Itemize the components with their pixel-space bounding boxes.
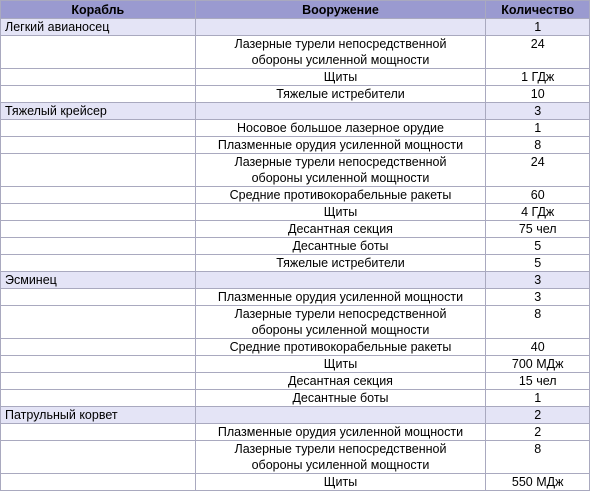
ship-name: Эсминец (1, 272, 196, 289)
weapon-row-ship-empty (1, 289, 196, 306)
weapon-row-ship-empty (1, 373, 196, 390)
weapon-name-line: обороны усиленной мощности (251, 323, 430, 337)
ship-name: Легкий авианосец (1, 19, 196, 36)
weapon-row (1, 356, 590, 373)
weapon-row (1, 137, 590, 154)
weapon-qty: 24 (486, 36, 590, 69)
weapon-name (195, 69, 486, 86)
weapon-name-line: Средние противокорабельные ракеты (229, 188, 452, 202)
weapon-name (195, 137, 486, 154)
weapon-qty: 550 МДж (486, 474, 590, 491)
weapon-name (195, 187, 486, 204)
weapon-row (1, 424, 590, 441)
weapon-name-line: Тяжелые истребители (276, 87, 405, 101)
weapon-row (1, 238, 590, 255)
weapon-name (195, 86, 486, 103)
weapon-row-ship-empty (1, 306, 196, 339)
ship-row (1, 407, 590, 424)
weapon-row (1, 373, 590, 390)
weapon-row-ship-empty (1, 356, 196, 373)
weapon-row-ship-empty (1, 255, 196, 272)
weapon-name-line: Щиты (323, 70, 358, 84)
weapon-qty: 700 МДж (486, 356, 590, 373)
weapon-row (1, 255, 590, 272)
weapon-qty: 75 чел (486, 221, 590, 238)
weapon-name-line: Лазерные турели непосредственной (234, 37, 447, 51)
weapon-name (195, 255, 486, 272)
weapon-row-ship-empty (1, 36, 196, 69)
ship-weapons-empty (195, 103, 486, 120)
weapon-qty: 2 (486, 424, 590, 441)
ship-weapons-empty (195, 272, 486, 289)
weapon-row (1, 306, 590, 339)
header-ship: Корабль (1, 1, 196, 19)
weapon-name (195, 36, 486, 69)
weapon-qty: 40 (486, 339, 590, 356)
weapon-row-ship-empty (1, 390, 196, 407)
weapon-name (195, 339, 486, 356)
ship-weapons-empty (195, 407, 486, 424)
weapon-name-line: Плазменные орудия усиленной мощности (217, 138, 464, 152)
weapon-name-line: обороны усиленной мощности (251, 458, 430, 472)
weapon-name (195, 373, 486, 390)
weapon-name (195, 474, 486, 491)
ship-row (1, 19, 590, 36)
weapon-name (195, 120, 486, 137)
weapon-row (1, 187, 590, 204)
weapon-row-ship-empty (1, 221, 196, 238)
weapon-name (195, 441, 486, 474)
weapon-qty: 8 (486, 306, 590, 339)
weapon-row (1, 339, 590, 356)
weapon-name-line: обороны усиленной мощности (251, 171, 430, 185)
weapon-name (195, 238, 486, 255)
weapon-row-ship-empty (1, 474, 196, 491)
weapon-qty: 3 (486, 289, 590, 306)
ships-table-body (1, 19, 590, 491)
header-quantity: Количество (486, 1, 590, 19)
ship-name: Патрульный корвет (1, 407, 196, 424)
weapon-name-line: Лазерные турели непосредственной (234, 442, 447, 456)
ship-weapons-empty (195, 19, 486, 36)
weapon-row (1, 441, 590, 474)
weapon-qty: 60 (486, 187, 590, 204)
weapon-row (1, 86, 590, 103)
weapon-row-ship-empty (1, 424, 196, 441)
weapon-qty: 8 (486, 441, 590, 474)
weapon-row (1, 69, 590, 86)
weapon-qty: 24 (486, 154, 590, 187)
weapon-name (195, 306, 486, 339)
weapon-qty: 1 (486, 120, 590, 137)
weapon-row-ship-empty (1, 238, 196, 255)
weapon-row (1, 154, 590, 187)
weapon-name-line: Лазерные турели непосредственной (234, 155, 447, 169)
weapon-row (1, 36, 590, 69)
header-weapons: Вооружение (195, 1, 486, 19)
weapon-name-line: Десантные боты (292, 391, 389, 405)
weapon-row (1, 120, 590, 137)
ship-count: 1 (486, 19, 590, 36)
weapon-row-ship-empty (1, 69, 196, 86)
weapon-qty: 1 ГДж (486, 69, 590, 86)
ship-row (1, 272, 590, 289)
weapon-name-line: Лазерные турели непосредственной (234, 307, 447, 321)
weapon-row (1, 204, 590, 221)
weapon-name-line: Плазменные орудия усиленной мощности (217, 290, 464, 304)
weapon-row-ship-empty (1, 154, 196, 187)
ship-name: Тяжелый крейсер (1, 103, 196, 120)
ship-count: 2 (486, 407, 590, 424)
weapon-name (195, 154, 486, 187)
weapon-name-line: Плазменные орудия усиленной мощности (217, 425, 464, 439)
weapon-name-line: Десантные боты (292, 239, 389, 253)
weapon-qty: 5 (486, 238, 590, 255)
weapon-qty: 10 (486, 86, 590, 103)
ship-count: 3 (486, 272, 590, 289)
weapon-row (1, 474, 590, 491)
weapon-name (195, 289, 486, 306)
weapon-row (1, 221, 590, 238)
weapon-name (195, 390, 486, 407)
weapon-name-line: Тяжелые истребители (276, 256, 405, 270)
weapon-row (1, 289, 590, 306)
weapon-row-ship-empty (1, 137, 196, 154)
weapon-qty: 4 ГДж (486, 204, 590, 221)
weapon-name-line: Щиты (323, 205, 358, 219)
ship-row (1, 103, 590, 120)
weapon-name-line: Десантная секция (288, 374, 393, 388)
weapon-qty: 1 (486, 390, 590, 407)
weapon-name (195, 424, 486, 441)
weapon-row-ship-empty (1, 441, 196, 474)
weapon-name-line: Щиты (323, 475, 358, 489)
weapon-qty: 15 чел (486, 373, 590, 390)
weapon-qty: 5 (486, 255, 590, 272)
weapon-row-ship-empty (1, 187, 196, 204)
weapon-row-ship-empty (1, 120, 196, 137)
weapon-row (1, 390, 590, 407)
weapon-name-line: Средние противокорабельные ракеты (229, 340, 452, 354)
ship-count: 3 (486, 103, 590, 120)
weapon-name (195, 356, 486, 373)
weapon-name (195, 204, 486, 221)
weapon-row-ship-empty (1, 204, 196, 221)
table-header-row (1, 1, 590, 19)
weapon-qty: 8 (486, 137, 590, 154)
weapon-name-line: Щиты (323, 357, 358, 371)
weapon-name-line: Носовое большое лазерное орудие (237, 121, 444, 135)
weapon-name-line: обороны усиленной мощности (251, 53, 430, 67)
weapon-row-ship-empty (1, 339, 196, 356)
weapon-name (195, 221, 486, 238)
weapon-row-ship-empty (1, 86, 196, 103)
weapon-name-line: Десантная секция (288, 222, 393, 236)
